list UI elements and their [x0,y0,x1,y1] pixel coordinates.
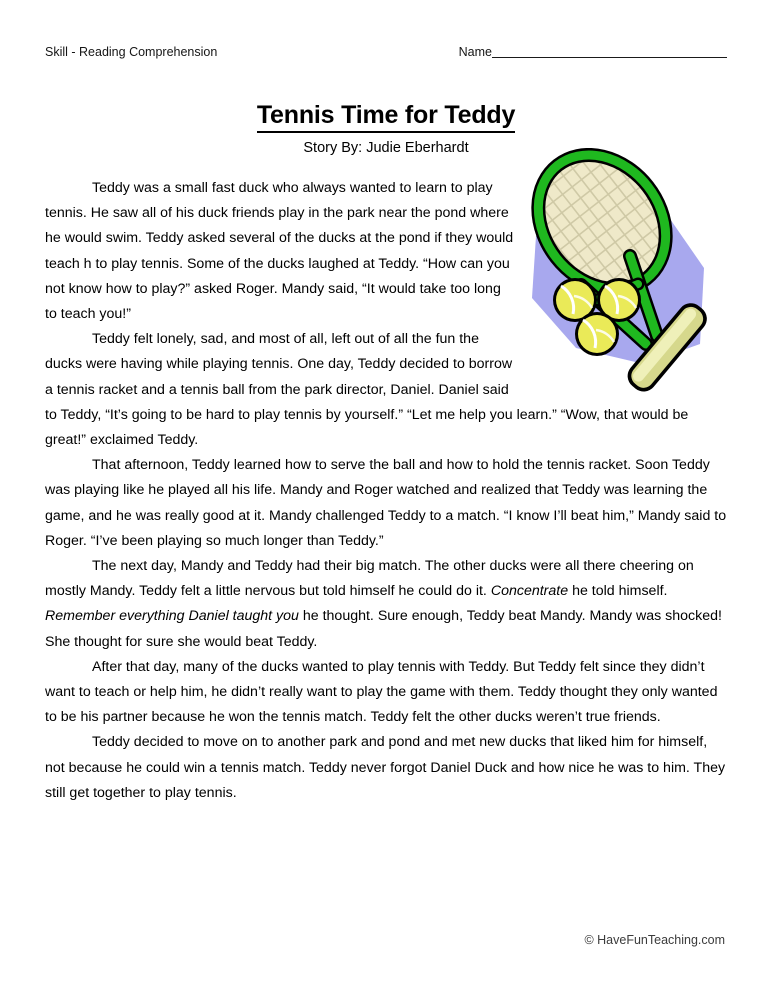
story-paragraph: That afternoon, Teddy learned how to serve the ball and how to hold the tennis racket. Soon Teddy was playing like he played all his life. Mandy and Roger watched and realized that Teddy was learning the game, and he was really good at it. Mandy challenged Teddy to a match. “I know I’ll beat him,” Mandy said to Roger. “I’ve been playing so much longer than Teddy.” [45,457,727,549]
emphasis-text: Concentrate [490,583,569,600]
plain-text: The next day, Mandy and Teddy had their big match. The other ducks were all there cheering on mostly Mandy. Teddy felt a little nervous but told himself he could do it. [45,558,694,600]
tennis-racket-icon [518,148,740,396]
story-paragraph [45,554,729,655]
footer-copyright: © HaveFunTeaching.com [584,933,725,947]
emphasis-text: Remember everything Daniel taught you [45,608,299,625]
page-title: Tennis Time for Teddy [257,100,515,133]
plain-text: he told himself. [568,583,668,600]
page-header [45,44,727,66]
name-field-block [459,44,727,60]
story-paragraph: Teddy felt lonely, sad, and most of all, left out of all the fun the ducks were having while playing tennis. One day, Teddy decided to borrow a tennis racket and a tennis ball from the park director, Daniel. Daniel said to Teddy, “It’s going to be hard to play tennis by yourself.” “Let me help you learn.” “Wow, that would be great!” exclaimed Teddy. [45,331,689,449]
story-paragraph: Teddy decided to move on to another park and pond and met new ducks that liked him for himself, not because he could win a tennis match. Teddy never forgot Daniel Duck and how nice he was to him. They still get together to play tennis. [45,734,726,801]
name-label: Name [458,45,492,59]
plain-text: he thought. Sure enough, Teddy beat Mandy. Mandy was shocked! She thought for sure she would beat Teddy. [45,608,722,650]
story-paragraph: After that day, many of the ducks wanted to play tennis with Teddy. But Teddy felt since they didn’t want to teach or help him, he didn’t really want to play the game with them. Teddy thought they only wanted to be his partner because he won the tennis match. Teddy felt the other ducks weren’t true friends. [45,658,718,726]
skill-label: Skill - Reading Comprehension [45,45,218,59]
story-byline: Story By: Judie Eberhardt [303,140,469,156]
story-paragraph: Teddy was a small fast duck who always wanted to learn to play tennis. He saw all of his duck friends play in the park near the pond where he would swim. Teddy asked several of the ducks at the pond if they would teach h to play tennis. Some of the ducks laughed at Teddy. “How can you not know how to play?” asked Roger. Mandy said, “It would take too long to teach you!” [45,180,514,323]
name-input-line[interactable] [492,57,727,58]
